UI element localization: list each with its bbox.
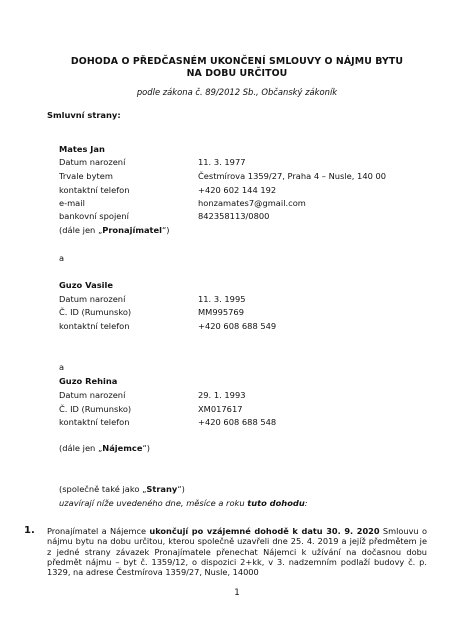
party1-bank-label: bankovní spojení (59, 211, 129, 221)
clause1-lead: Pronajímatel a Nájemce (47, 526, 150, 536)
together-line (59, 484, 185, 494)
party2-name: Guzo Vasile (59, 280, 113, 290)
party1-role-name: Pronajímatel (102, 225, 162, 235)
conjunction-a-1: a (59, 253, 65, 263)
together-role: Strany (146, 484, 178, 494)
party1-name: Mates Jan (59, 144, 105, 154)
party1-role (59, 225, 170, 235)
party3-phone-label: kontaktní telefon (59, 417, 130, 427)
agreement-line (59, 498, 308, 508)
party3-birth-label: Datum narození (59, 390, 126, 400)
party1-birth-label: Datum narození (59, 157, 126, 167)
title-line-2: NA DOBU URČITOU (186, 68, 288, 79)
together-prefix: (společně také jako „ (59, 484, 147, 494)
party3-role-name: Nájemce (102, 443, 143, 453)
title-line-1: DOHODA O PŘEDČASNÉM UKONČENÍ SMLOUVY O NÁJMU BYTU (70, 56, 404, 67)
agreement-bold: tuto dohodu (247, 498, 305, 508)
party3-role (59, 443, 150, 453)
party1-email-label: e-mail (59, 198, 85, 208)
party2-phone-value: +420 608 688 549 (198, 321, 277, 331)
party3-role-suffix: “) (142, 443, 151, 453)
party3-name: Guzo Rehina (59, 376, 118, 386)
party1-address-label: Trvale bytem (59, 171, 113, 181)
clause1-number: 1. (24, 525, 35, 536)
parties-heading: Smluvní strany: (47, 110, 121, 120)
party2-birth-label: Datum narození (59, 294, 126, 304)
page-number: 1 (234, 588, 240, 598)
party3-phone-value: +420 608 688 548 (198, 417, 277, 427)
party1-birth-value: 11. 3. 1977 (198, 157, 246, 167)
together-suffix: “) (177, 484, 185, 494)
party1-phone-value: +420 602 144 192 (198, 185, 277, 195)
party1-role-suffix: “) (162, 225, 170, 235)
party1-email-value: honzamates7@gmail.com (198, 198, 306, 208)
party2-birth-value: 11. 3. 1995 (198, 294, 246, 304)
subtitle: podle zákona č. 89/2012 Sb., Občanský zákoník (136, 87, 338, 97)
party3-birth-value: 29. 1. 1993 (198, 390, 246, 400)
agreement-prefix: uzavírají níže uvedeného dne, měsíce a roku (59, 498, 248, 508)
party1-address-value: Čestmírova 1359/27, Praha 4 – Nusle, 140 00 (198, 171, 387, 181)
party2-id-label: Č. ID (Rumunsko) (59, 307, 132, 317)
party2-phone-label: kontaktní telefon (59, 321, 130, 331)
party3-id-label: Č. ID (Rumunsko) (59, 404, 132, 414)
party1-bank-value: 842358113/0800 (198, 211, 270, 221)
clause1-text (47, 526, 427, 577)
party3-role-prefix: (dále jen „ (59, 443, 103, 453)
party3-id-value: XM017617 (198, 404, 243, 414)
agreement-suffix: : (304, 498, 308, 508)
party1-phone-label: kontaktní telefon (59, 185, 130, 195)
party1-role-prefix: (dále jen „ (59, 225, 103, 235)
party2-id-value: MM995769 (198, 307, 244, 317)
conjunction-a-2: a (59, 362, 65, 372)
clause1-body: Smlouvu o nájmu bytu na dobu určitou, kterou společně uzavřeli dne 25. 4. 2019 a jejíž předmětem je z jedné strany závazek Pronajímatele přenechat Nájemci k užívání na dočasnou dobu předmět nájmu – byt č. 1359/12, o dispozici 2+kk, v 3. nadzemním podlaží budovy č. p. 1329, na adrese Čestmírova 1359/27, Nusle, 14000 (47, 526, 427, 578)
clause1-lead-bold: ukončují po vzájemné dohodě k datu 30. 9. 2020 (149, 526, 380, 536)
